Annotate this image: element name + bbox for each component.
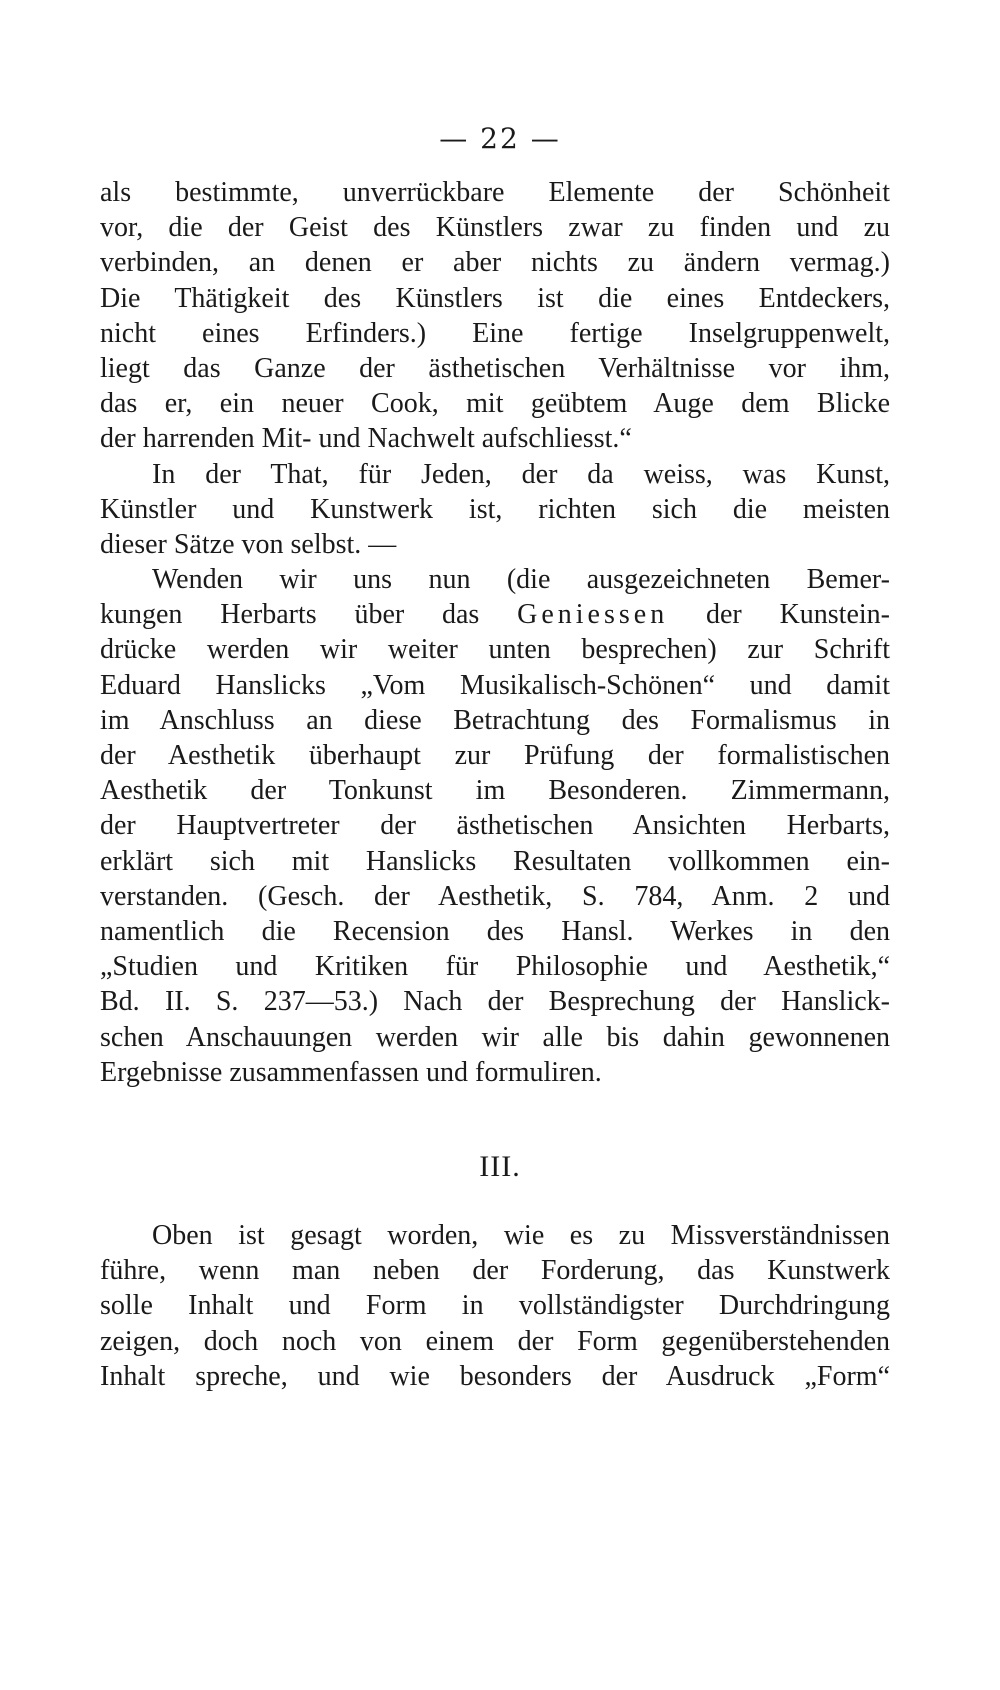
text-line: drücke werden wir weiter unten besprechen) zur Schrift (100, 634, 890, 666)
page-number: — 22 — (439, 122, 561, 155)
text-line: Inhalt spreche, und wie besonders der Ausdruck „Form“ (100, 1360, 890, 1392)
text-line: verbinden, an denen er aber nichts zu ändern vermag.) (100, 247, 890, 279)
text-segment: der Kunstein- (668, 599, 890, 631)
text-line: erklärt sich mit Hanslicks Resultaten vollkommen ein- (100, 845, 890, 877)
text-segment: kungen Herbarts über das (100, 599, 518, 631)
text-line: Ergebnisse zusammenfassen und formuliren. (100, 1056, 602, 1088)
text-line: verstanden. (Gesch. der Aesthetik, S. 784, Anm. 2 und (100, 880, 890, 912)
text-line-with-emphasis (100, 597, 890, 632)
text-line: „Studien und Kritiken für Philosophie und Aesthetik,“ (100, 951, 890, 983)
text-line: Bd. II. S. 237—53.) Nach der Besprechung der Hanslick- (100, 986, 890, 1018)
text-line: der harrenden Mit- und Nachwelt aufschliesst.“ (100, 423, 632, 455)
paragraph-start-line: Oben ist gesagt worden, wie es zu Missverständnissen (152, 1220, 890, 1251)
text-line: schen Anschauungen werden wir alle bis dahin gewonnenen (100, 1021, 890, 1053)
text-line: dieser Sätze von selbst. — (100, 528, 397, 560)
text-line: solle Inhalt und Form in vollständigster Durchdringung (100, 1290, 890, 1322)
text-line: liegt das Ganze der ästhetischen Verhältnisse vor ihm, (100, 352, 890, 384)
section-heading: III. (479, 1150, 521, 1183)
text-line: das er, ein neuer Cook, mit geübtem Auge dem Blicke (100, 388, 890, 420)
text-line: Eduard Hanslicks „Vom Musikalisch-Schönen“ und damit (100, 669, 890, 701)
text-line: zeigen, doch noch von einem der Form gegenüberstehenden (100, 1325, 890, 1357)
text-block-main (100, 175, 890, 1090)
text-line: als bestimmte, unverrückbare Elemente der Schönheit (100, 177, 890, 208)
text-line: namentlich die Recension des Hansl. Werkes in den (100, 915, 890, 947)
text-line: Aesthetik der Tonkunst im Besonderen. Zimmermann, (100, 775, 890, 807)
text-block-section (100, 1218, 890, 1394)
text-line: der Hauptvertreter der ästhetischen Ansichten Herbarts, (100, 810, 890, 842)
text-line: führe, wenn man neben der Forderung, das Kunstwerk (100, 1255, 890, 1287)
paragraph-start-line: In der That, für Jeden, der da weiss, was Kunst, (152, 458, 890, 490)
emphasized-word: Geniessen (517, 599, 669, 631)
text-line: nicht eines Erfinders.) Eine fertige Inselgruppenwelt, (100, 317, 890, 349)
text-line: der Aesthetik überhaupt zur Prüfung der formalistischen (100, 740, 890, 771)
text-line: Künstler und Kunstwerk ist, richten sich die meisten (100, 493, 890, 525)
text-line: Die Thätigkeit des Künstlers ist die eines Entdeckers, (100, 282, 890, 314)
text-line: im Anschluss an diese Betrachtung des Formalismus in (100, 704, 890, 736)
text-line: vor, die der Geist des Künstlers zwar zu finden und zu (100, 212, 890, 244)
paragraph-start-line: Wenden wir uns nun (die ausgezeichneten Bemer- (152, 564, 890, 596)
